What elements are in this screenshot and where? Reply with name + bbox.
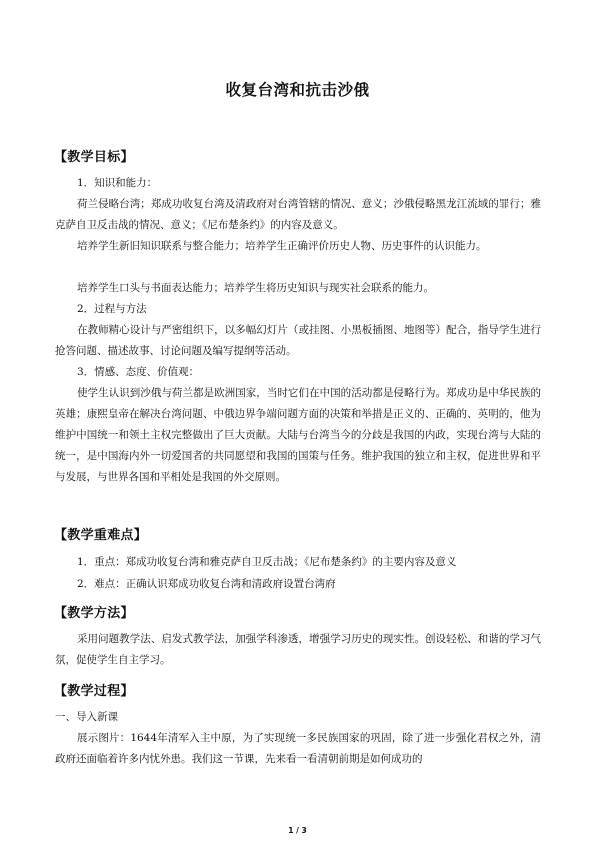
objective-1-label: 1．知识和能力： [77, 177, 158, 189]
heading-objectives: 【教学目标】 [54, 150, 134, 165]
objective-2-paragraph-1: 在教师精心设计与严密组织下，以多幅幻灯片（或挂图、小黑板插图、地图等）配合，指导学生进行抢答问题、描述故事、讨论问题及编写提纲等活动。 [55, 324, 541, 357]
heading-key-points: 【教学重难点】 [54, 528, 148, 543]
key-point-1: 1．重点：郑成功收复台湾和雅克萨自卫反击战；《尼布楚条约》的主要内容及意义 [77, 556, 457, 568]
objective-3-label: 3．情感、态度、价值观： [77, 366, 200, 378]
page-number: 1 / 3 [288, 826, 307, 835]
process-section-1-paragraph: 展示图片：1644年清军入主中原，为了实现统一多民族国家的巩固，除了进一步强化君权之外，清政府还面临着许多内忧外患。我们这一节课，先来看一看清朝前期是如何成功的 [55, 732, 541, 765]
heading-process: 【教学过程】 [54, 684, 134, 699]
page-title: 收复台湾和抗击沙俄 [225, 81, 370, 99]
objective-1-paragraph-1: 荷兰侵略台湾；郑成功收复台湾及清政府对台湾管辖的情况、意义；沙俄侵略黑龙江流域的罪行；雅克萨自卫反击战的情况、意义；《尼布楚条约》的内容及意义。 [55, 198, 541, 231]
heading-methods: 【教学方法】 [54, 606, 134, 621]
process-section-1-label: 一、导入新课 [55, 711, 118, 723]
objective-1-paragraph-3: 培养学生口头与书面表达能力；培养学生将历史知识与现实社会联系的能力。 [77, 282, 434, 294]
key-point-2: 2．难点：正确认识郑成功收复台湾和清政府设置台湾府 [77, 578, 336, 590]
objective-2-label: 2．过程与方法 [77, 303, 147, 315]
objective-1-paragraph-2: 培养学生新旧知识联系与整合能力；培养学生正确评价历史人物、历史事件的认识能力。 [77, 240, 487, 252]
methods-paragraph: 采用问题教学法、启发式教学法，加强学科渗透，增强学习历史的现实性。创设轻松、和谐的学习气氛，促使学生自主学习。 [55, 633, 541, 666]
objective-3-paragraph-1: 使学生认识到沙俄与荷兰都是欧洲国家，当时它们在中国的活动都是侵略行为。郑成功是中华民族的英雄；康熙皇帝在解决台湾问题、中俄边界争端问题方面的决策和举措是正义的、正确的、英明的，他为维护中国统一和领土主权完整做出了巨大贡献。大陆与台湾当今的分歧是我国的内政，实现台湾与大陆的统一，是中国海内外一切爱国者的共同愿望和我国的国策与任务。维护我国的独立和主权，促进世界和平与发展，与世界各国和平相处是我国的外交原则。 [55, 387, 541, 483]
